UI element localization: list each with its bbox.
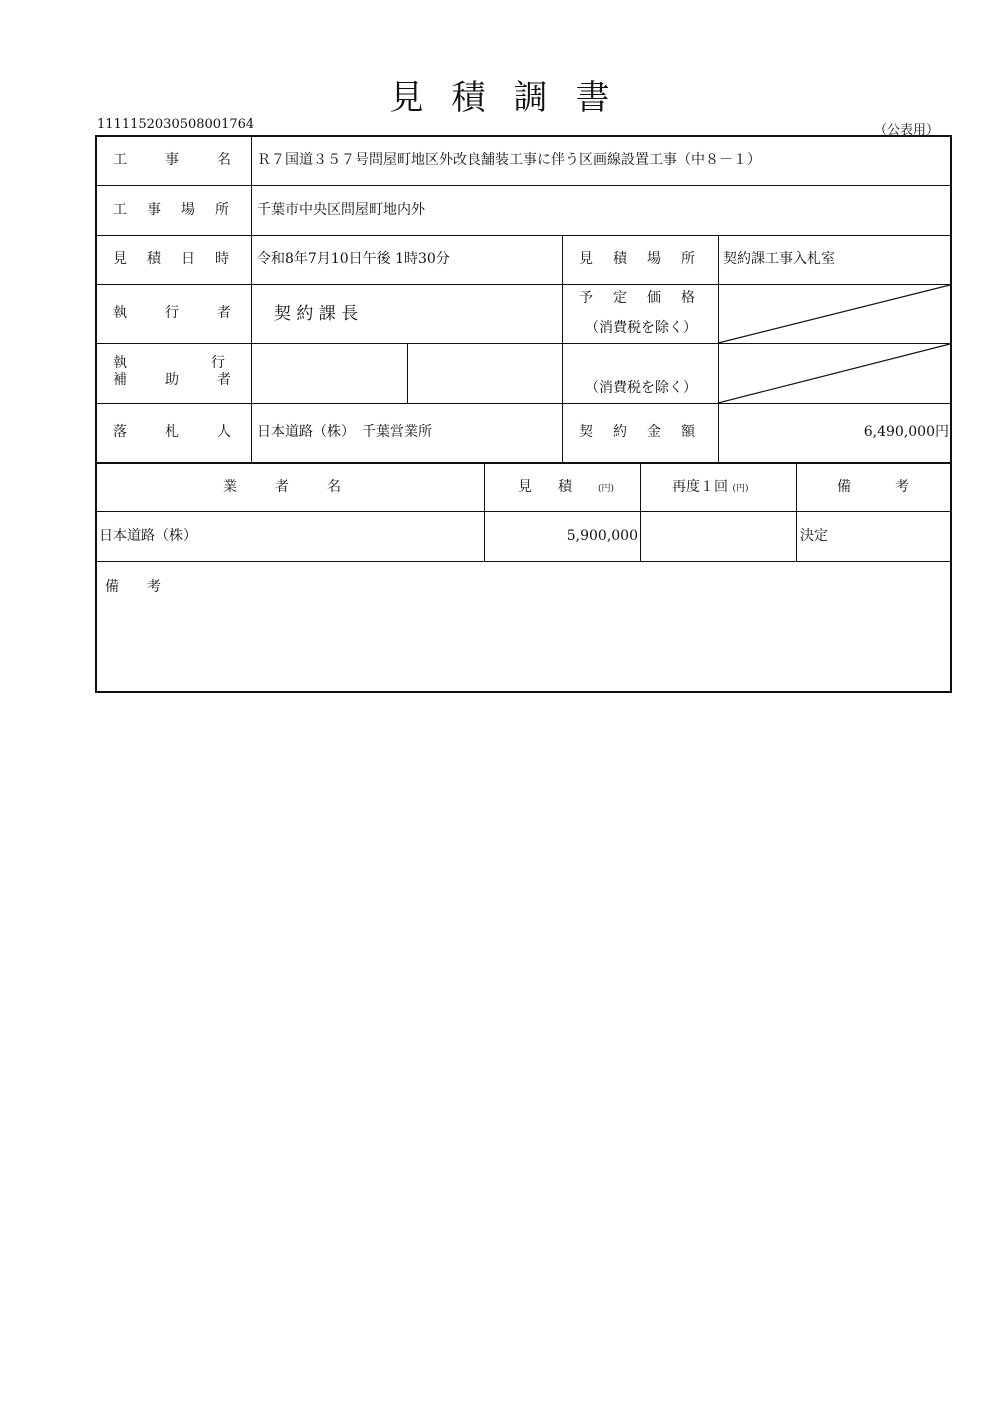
bid-estimate: 5,900,000: [566, 528, 638, 544]
winner-label: 落札人: [113, 424, 269, 440]
estimate-datetime-value: 令和8年7月10日午後 1時30分: [257, 251, 450, 267]
estimate-place-value: 契約課工事入札室: [723, 251, 835, 267]
construction-site-label: 工事場所: [113, 202, 249, 218]
row-divider: [97, 235, 950, 236]
row-divider: [97, 561, 950, 562]
col-divider: [484, 462, 485, 561]
col-divider: [640, 462, 641, 561]
planned-price-label: 予定価格: [579, 290, 715, 306]
exec-assistant-label-line2: 補助者: [113, 372, 269, 388]
bid-company: 日本道路（株）: [99, 528, 197, 544]
exec-assistant-label-line1: 執行: [113, 355, 309, 371]
company-header: 業者名: [223, 479, 379, 495]
row-divider: [97, 462, 950, 464]
construction-name-value: Ｒ７国道３５７号問屋町地区外改良舗装工事に伴う区画線設置工事（中８－１）: [257, 152, 761, 168]
tax-excluded-note: （消費税を除く）: [585, 320, 697, 336]
contract-amount-value: 6,490,000円: [863, 424, 949, 440]
row-divider: [97, 185, 950, 186]
col-divider: [796, 462, 797, 561]
retry-header-unit: (円): [732, 484, 749, 494]
estimate-header-unit: (円): [598, 484, 615, 494]
estimate-header: [518, 479, 614, 496]
construction-name-label: 工事名: [113, 152, 269, 168]
public-use-label: （公表用）: [873, 123, 939, 138]
retry-header-label: 再度１回: [672, 479, 728, 495]
col-divider: [562, 235, 563, 462]
col-divider: [251, 137, 252, 462]
tax-excluded-note-2: （消費税を除く）: [585, 380, 697, 396]
executor-value: 契 約 課 長: [274, 304, 359, 324]
col-divider: [407, 343, 408, 403]
estimate-datetime-label: 見積日時: [113, 251, 249, 267]
row-divider: [97, 511, 950, 512]
page-title: 見積調書: [389, 78, 638, 118]
contract-amount-label: 契約金額: [579, 424, 715, 440]
bid-remarks: 決定: [800, 528, 828, 544]
estimate-sheet: [95, 135, 952, 693]
remarks-header: 備考: [837, 479, 953, 495]
document-number: 1111152030508001764: [97, 117, 255, 132]
retry-header: [672, 479, 748, 496]
construction-site-value: 千葉市中央区問屋町地内外: [257, 202, 425, 218]
estimate-place-label: 見積場所: [579, 251, 715, 267]
winner-value: 日本道路（株） 千葉営業所: [257, 424, 432, 440]
row-divider: [97, 403, 950, 404]
estimate-header-label: 見積: [518, 479, 598, 495]
executor-label: 執行者: [113, 305, 269, 321]
diagonal-strike: [718, 284, 950, 403]
notes-label: 備 考: [105, 579, 161, 595]
